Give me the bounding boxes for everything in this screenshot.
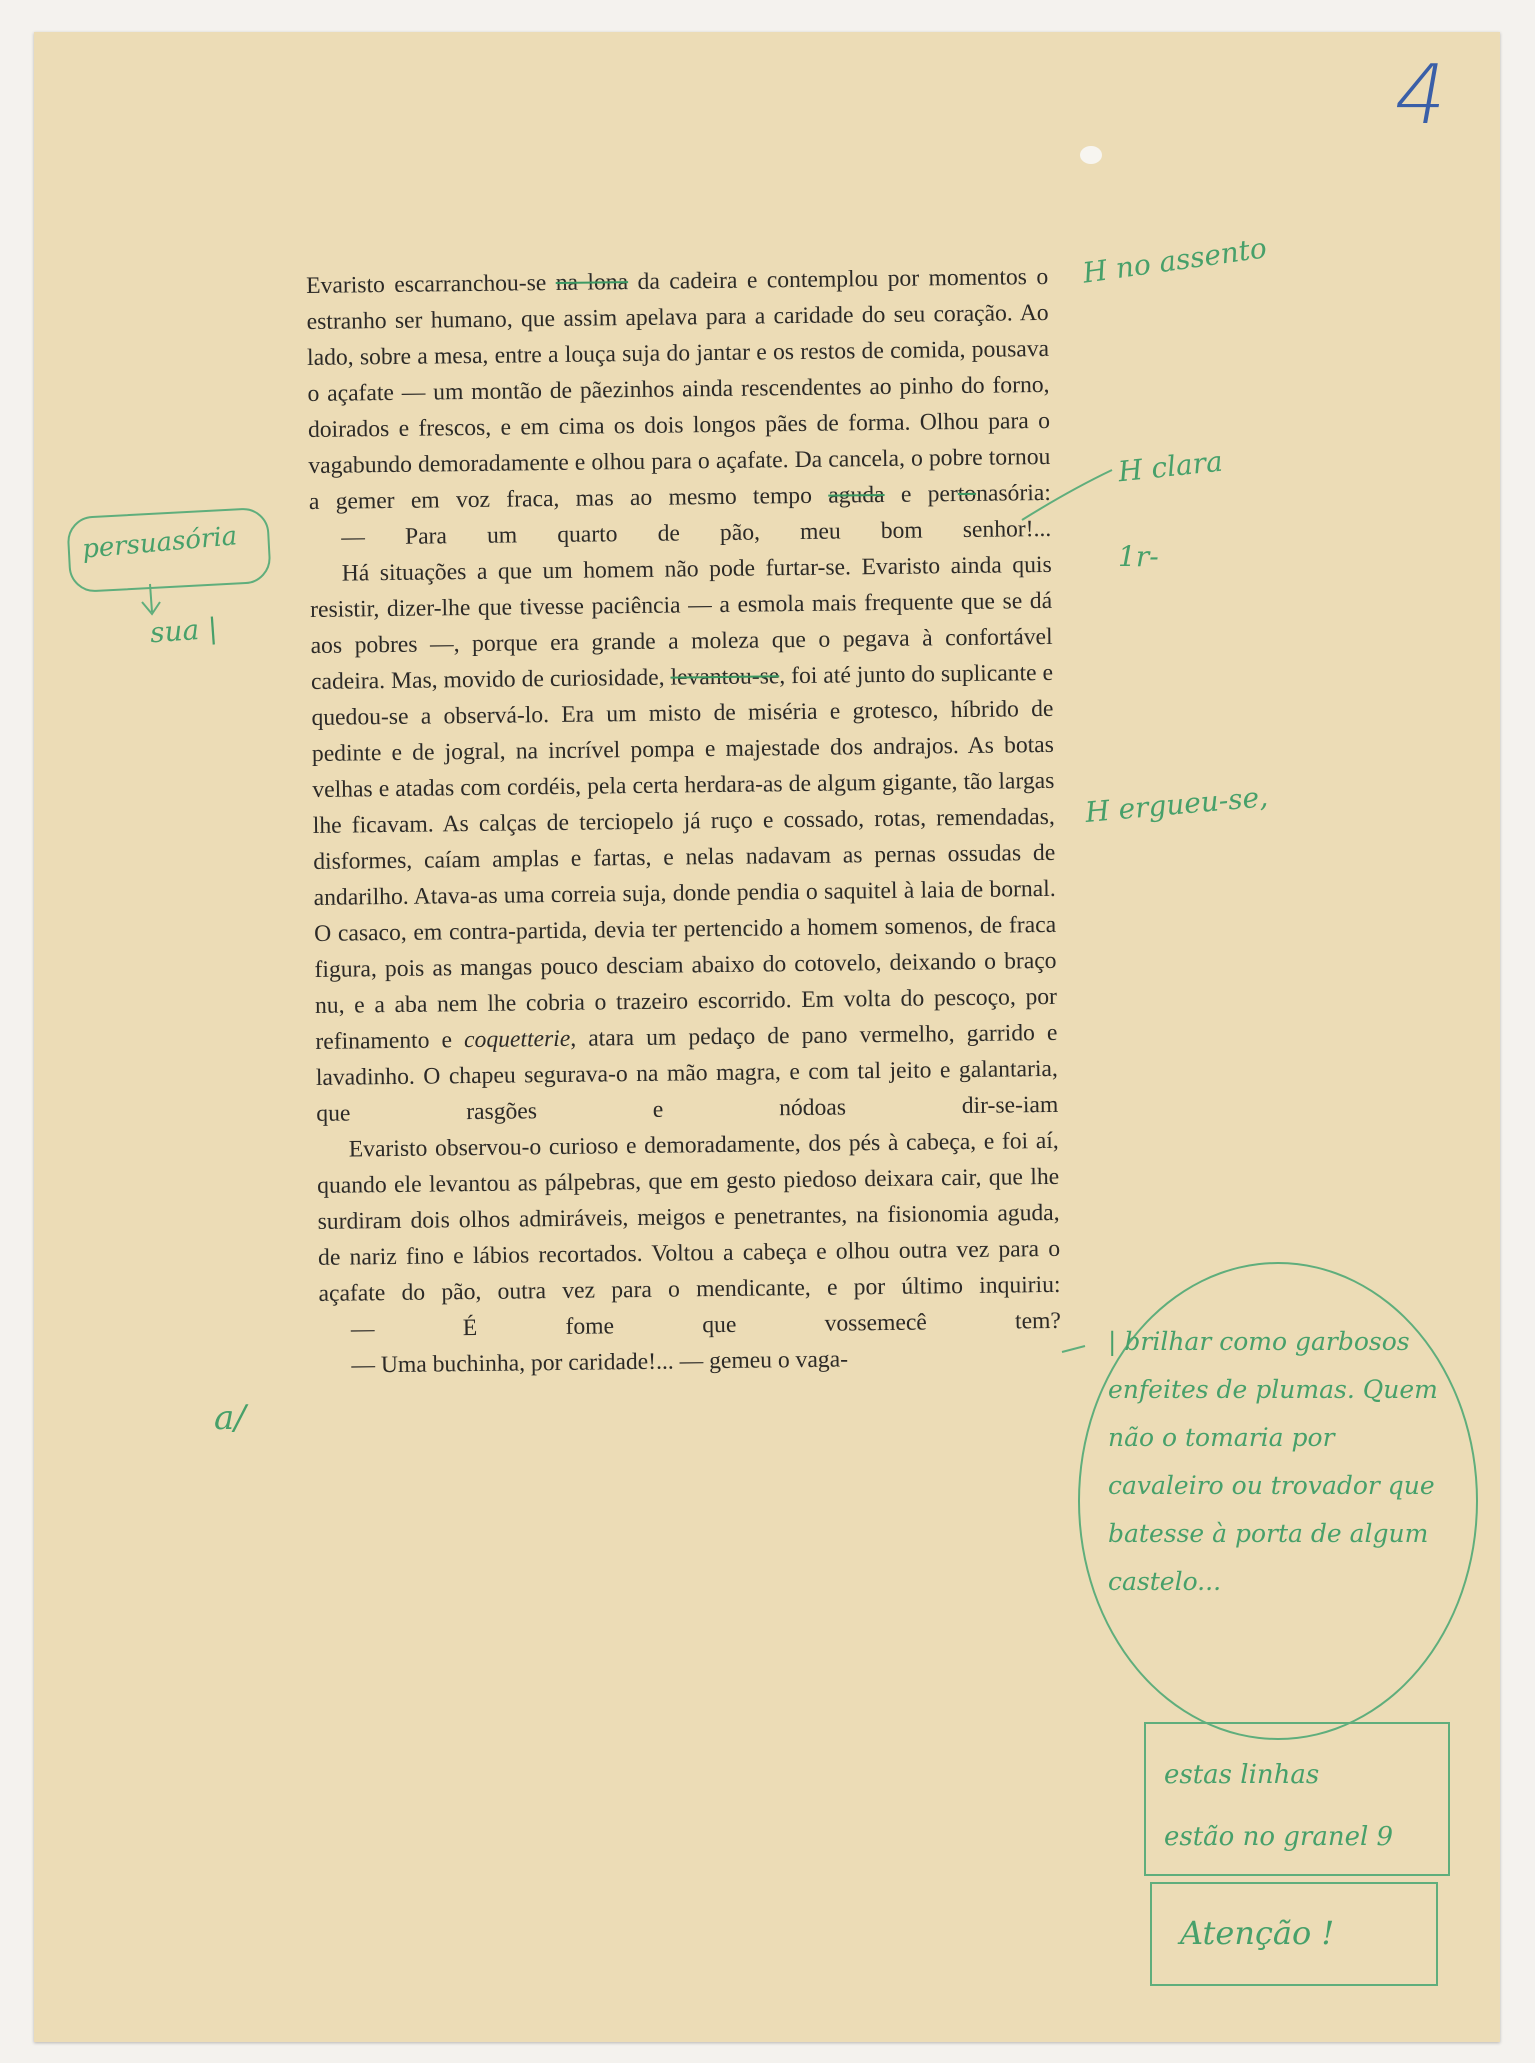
annotation-no-assento: H no assento	[1080, 231, 1269, 290]
note-granel: estas linhas estão no granel 9	[1164, 1760, 1394, 1852]
struck-text: aguda	[828, 481, 885, 509]
text-segment: — Uma buchinha, por caridade!... — gemeu o vaga-	[351, 1346, 849, 1379]
struck-text: na lona	[555, 269, 629, 296]
text-segment: Evaristo escarranchou-se	[306, 269, 556, 299]
page-number: 4	[1386, 48, 1456, 143]
note-atencao: Atenção !	[1180, 1914, 1335, 1952]
italic-text: coquetterie	[463, 1025, 571, 1054]
bracket-line	[1062, 1346, 1085, 1352]
text-segment: Evaristo observou-o curioso e demoradamente, dos pés à cabeça, e foi aí, quando ele levantou as pálpebras, que em gesto piedoso deixara cair, que lhe surdiram dois olhos admiráveis, meigos e penetrantes, na fisionomia aguda, de nariz fino e lábios recortados. Voltou a cabeça e olhou outra vez para o açafate do pão, outra vez para o mendicante, e por último inquiriu:	[317, 1127, 1061, 1307]
text-segment: Há situações a que um homem não pode furtar-se. Evaristo ainda quis resistir, dizer-lhe que tivesse paciência — a esmola mais frequente que se dá aos pobres —, porque era grande a moleza que o pegava à confortável cadeira. Mas, movido de curiosidade,	[310, 551, 1053, 695]
text-segment: — É fome que vossemecê tem?	[350, 1307, 1062, 1343]
text-segment: nasória:	[975, 479, 1051, 507]
annotation-al: a/	[214, 1398, 246, 1438]
text-segment: — Para um quarto de pão, meu bom senhor!...	[341, 515, 1052, 551]
annotation-persuasoria: persuasória	[80, 521, 239, 565]
insertion-text: | brilhar como garbosos enfeites de plumas. Quem não o tomaria por cavaleiro ou trovador que batesse à porta de algum castelo...	[1108, 1327, 1438, 1596]
text-segment: , atara um pedaço de pano vermelho, garrido e lavadinho. O chapeu segurava-o na mão magra, e com tal jeito e galantaria, que rasgões e nódoas dir-se-iam	[315, 1019, 1059, 1127]
text-segment: da cadeira e contemplou por momentos o estranho ser humano, que assim apelava para a caridade do seu coração. Ao lado, sobre a mesa, entre a louça suja do jantar e os restos de comida, pousava o açafate — um montão de pãezinhos ainda rescendentes ao pinho do forno, doirados e frescos, e em cima os dois longos pães de forma. Olhou para o vagabundo demoradamente e olhou para o açafate. Da cancela, o pobre tornou a gemer em voz fraca, mas ao mesmo tempo	[306, 263, 1051, 515]
text-segment: e per	[884, 481, 958, 508]
text-segment: , foi até junto do suplicante e quedou-se a observá-lo. Era um misto de miséria e grotesco, híbrido de pedinte e de jogral, na incrível pompa e majestade dos andrajos. As botas velhas e atadas com cordéis, pela certa herdara-as de algum gigante, tão largas lhe ficavam. As calças de terciopelo já ruço e cossado, rotas, remendadas, disformes, caíam amplas e fartas, e nelas nadavam as pernas ossudas de andarilho. Atava-as uma correia suja, donde pendia o saquitel à laia de bornal. O casaco, em contra-partida, devia ter pertencido a homem somenos, de fraca figura, pois as mangas pouco desciam abaixo do cotovelo, deixando o braço nu, e a aba nem lhe cobria o trazeiro escorrido. Em volta do pescoço, por refinamento e	[311, 659, 1058, 1055]
struck-text: levantou-se	[670, 663, 780, 691]
annotation-clara: H clara	[1116, 444, 1225, 489]
struck-text: to	[957, 480, 977, 508]
arrow-line	[142, 584, 160, 614]
annotation-ergueu: H ergueu-se,	[1083, 780, 1270, 829]
pointer-line	[1022, 470, 1112, 520]
annotation-ir: 1r-	[1118, 540, 1159, 573]
annotation-sua: sua |	[148, 611, 219, 650]
